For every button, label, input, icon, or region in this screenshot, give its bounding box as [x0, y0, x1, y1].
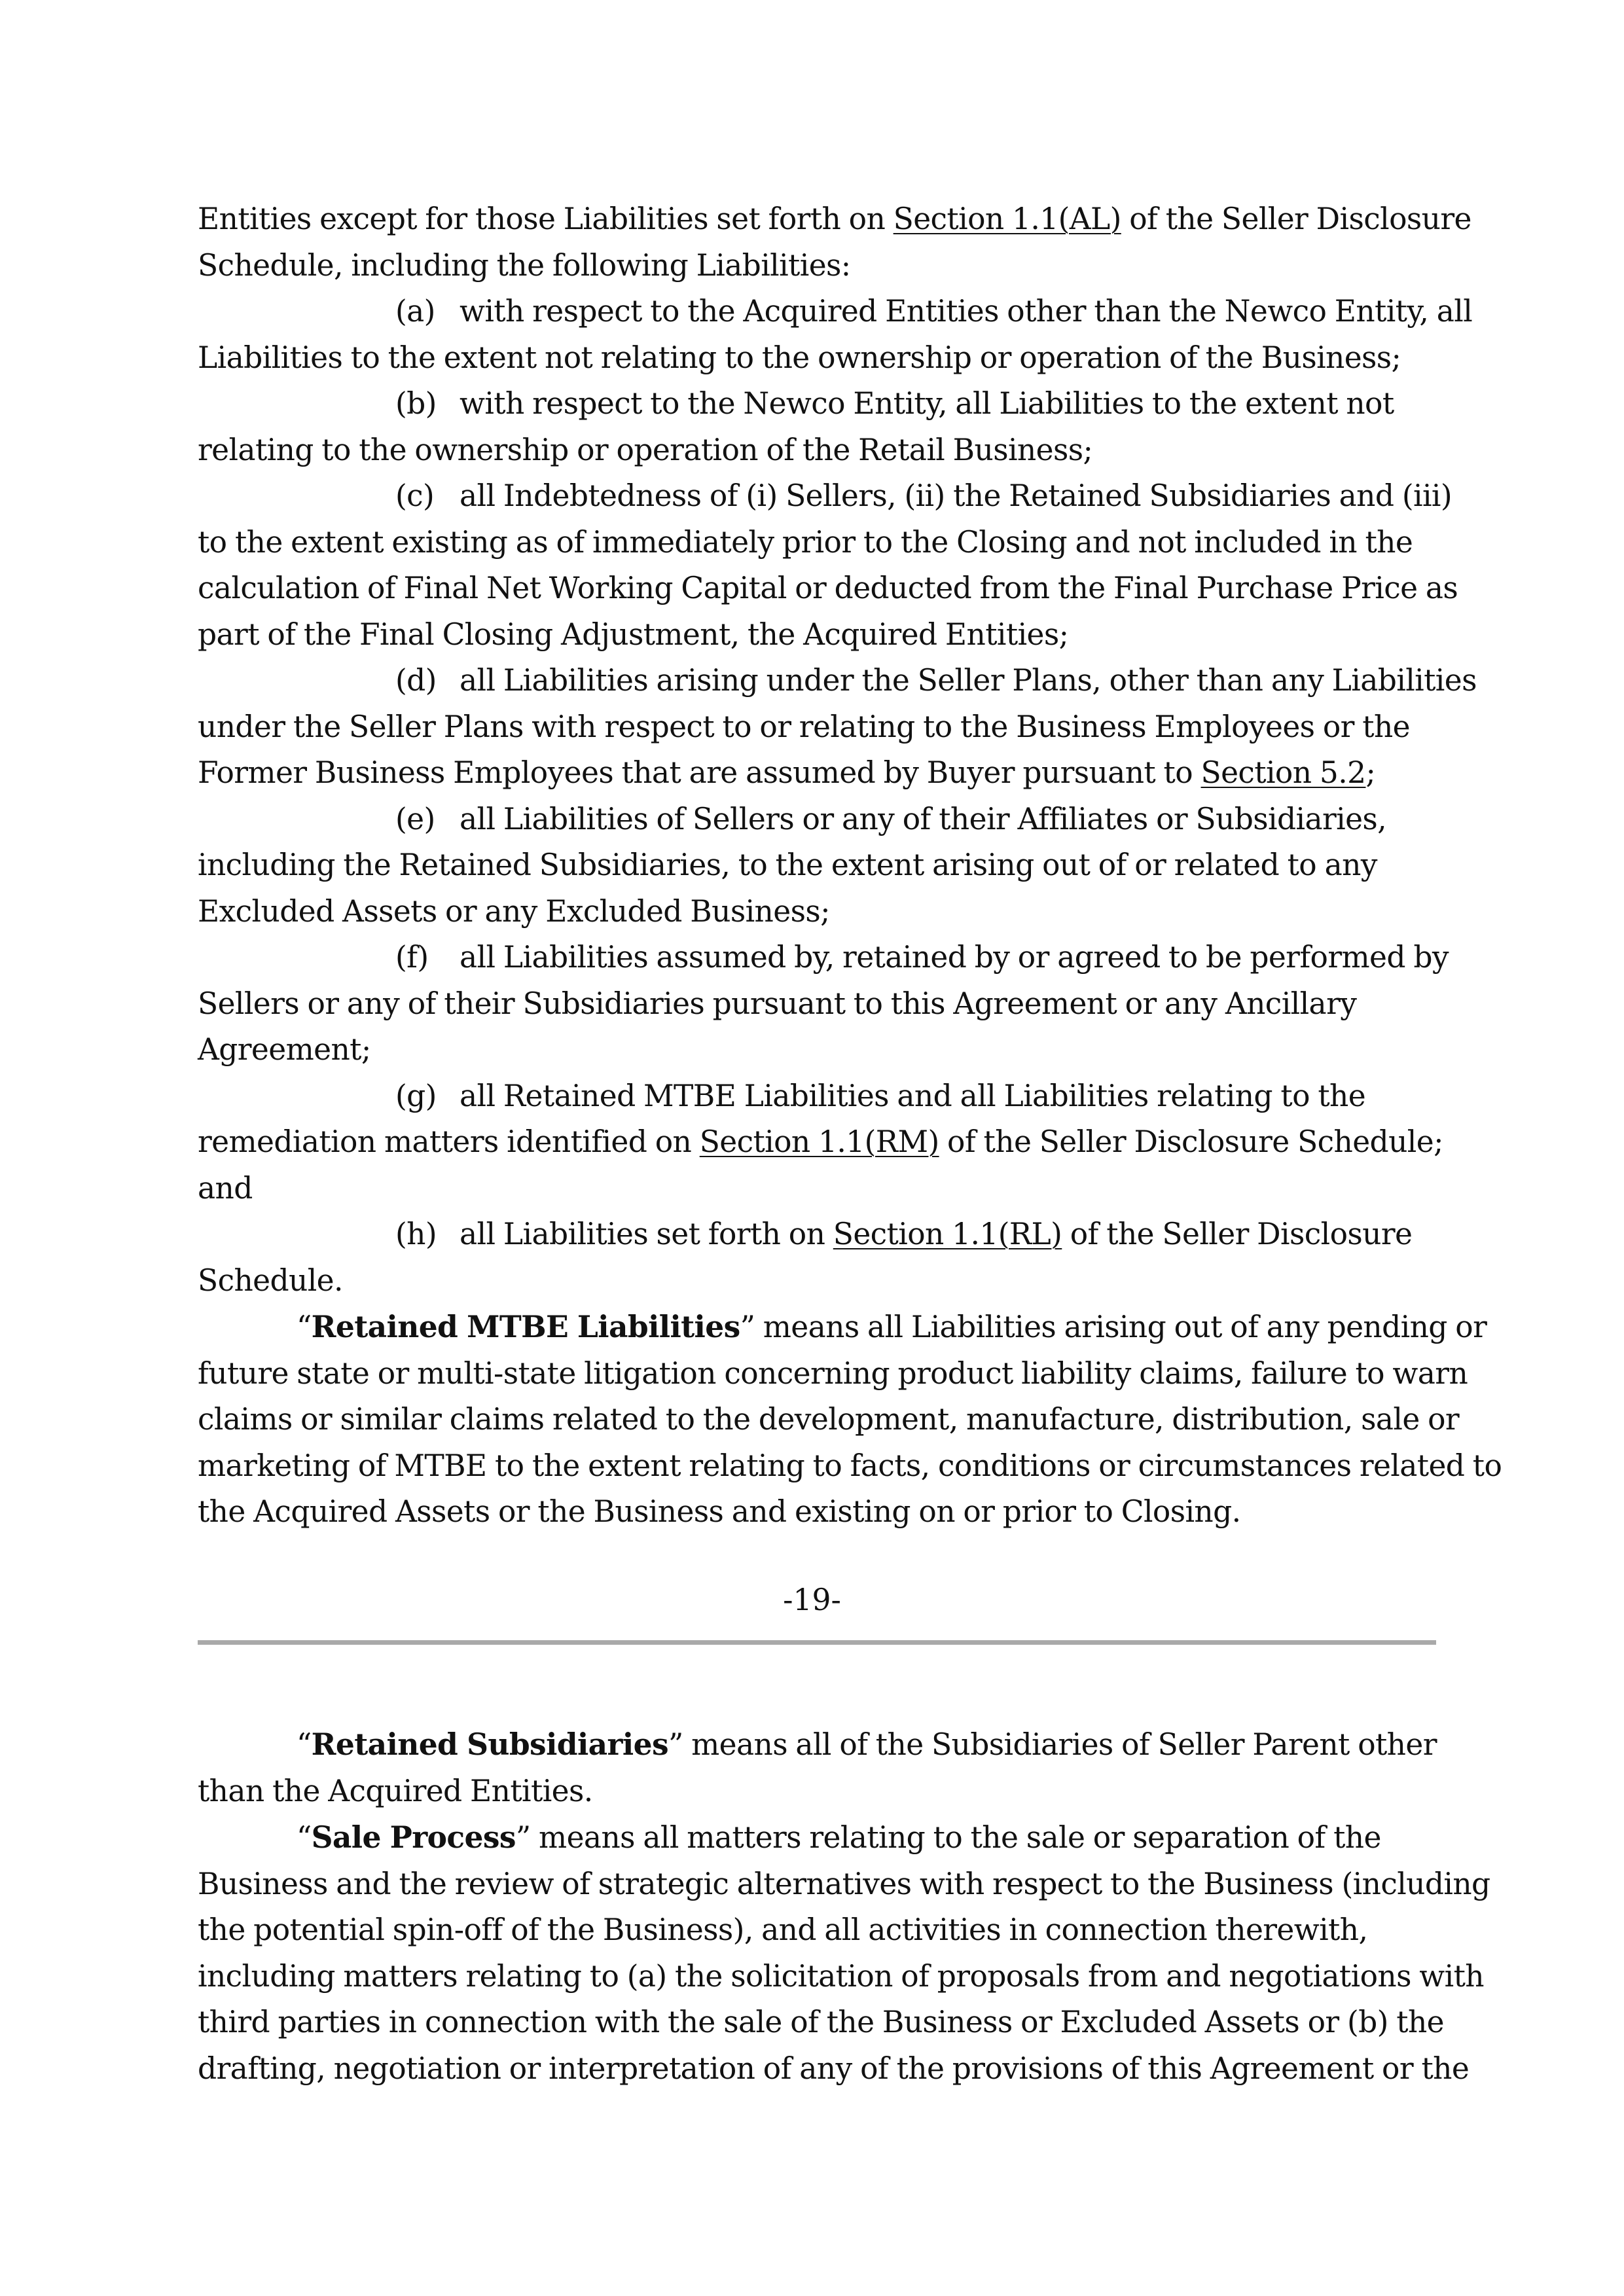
item-c-line-4: part of the Final Closing Adjustment, the Acquired Entities; — [198, 617, 1069, 652]
sale-process-line-3: the potential spin-off of the Business), and all activities in connection therewith, — [198, 1912, 1368, 1947]
item-e-line-2: including the Retained Subsidiaries, to the extent arising out of or related to any — [198, 848, 1377, 882]
page-20-text — [198, 1721, 1490, 2092]
item-d-label: (d) — [395, 663, 437, 698]
item-g-line-3: and — [198, 1170, 253, 1206]
page-break-divider — [198, 1640, 1436, 1645]
section-1-1-rm-reference[interactable]: Section 1.1(RM) — [699, 1124, 939, 1159]
item-b-label: (b) — [395, 386, 437, 421]
item-g-line-2: remediation matters identified on Section 1.1(RM) of the Seller Disclosure Schedule; — [198, 1124, 1443, 1159]
item-a-line-1: (a) with respect to the Acquired Entities other than the Newco Entity, all — [198, 289, 1441, 335]
sale-process-line-5: third parties in connection with the sale of the Business or Excluded Assets or (b) the — [198, 2005, 1444, 2039]
mtbe-line-3: claims or similar claims related to the development, manufacture, distribution, sale or — [198, 1402, 1460, 1437]
item-c-line-2: to the extent existing as of immediately prior to the Closing and not included in the — [198, 524, 1413, 560]
item-h-line-2: Schedule. — [198, 1263, 343, 1298]
definition-retained-subsidiaries: “Retained Subsidiaries” means all of the Subsidiaries of Seller Parent other — [297, 1727, 1437, 1762]
section-1-1-rl-reference[interactable]: Section 1.1(RL) — [833, 1217, 1062, 1251]
section-5-2-reference[interactable]: Section 5.2 — [1200, 755, 1366, 790]
page-19-text — [198, 196, 1502, 1535]
defined-term-retained-subsidiaries: Retained Subsidiaries — [311, 1727, 668, 1762]
item-h-line-1: (h) all Liabilities set forth on Section 1.1(RL) of the Seller Disclosure — [198, 1211, 1441, 1258]
intro-line-1: Entities except for those Liabilities set forth on Section 1.1(AL) of the Seller Disclosure — [198, 202, 1471, 236]
definition-retained-mtbe-liabilities: “Retained MTBE Liabilities” means all Liabilities arising out of any pending or — [297, 1309, 1487, 1344]
mtbe-line-5: the Acquired Assets or the Business and existing on or prior to Closing. — [198, 1494, 1241, 1529]
item-b-line-2: relating to the ownership or operation of the Retail Business; — [198, 432, 1093, 467]
item-f-line-1: (f) all Liabilities assumed by, retained by or agreed to be performed by — [198, 935, 1441, 981]
defined-term-retained-mtbe-liabilities: Retained MTBE Liabilities — [311, 1309, 740, 1344]
retained-subs-line-2: than the Acquired Entities. — [198, 1773, 593, 1808]
item-e-line-1: (e) all Liabilities of Sellers or any of their Affiliates or Subsidiaries, — [198, 797, 1441, 843]
item-c-label: (c) — [395, 478, 435, 513]
item-g-label: (g) — [395, 1078, 437, 1113]
item-a-label: (a) — [395, 294, 435, 329]
item-d-line-2: under the Seller Plans with respect to or relating to the Business Employees or the — [198, 709, 1410, 744]
intro-line-2: Schedule, including the following Liabilities: — [198, 247, 851, 283]
item-c-line-1: (c) all Indebtedness of (i) Sellers, (ii) the Retained Subsidiaries and (iii) — [198, 473, 1441, 520]
section-1-1-al-reference[interactable]: Section 1.1(AL) — [893, 202, 1121, 236]
item-h-label: (h) — [395, 1217, 437, 1251]
item-c-line-3: calculation of Final Net Working Capital or deducted from the Final Purchase Price as — [198, 571, 1458, 605]
mtbe-line-4: marketing of MTBE to the extent relating to facts, conditions or circumstances related to — [198, 1448, 1502, 1483]
item-d-line-3: Former Business Employees that are assumed by Buyer pursuant to Section 5.2; — [198, 755, 1376, 790]
item-g-line-1: (g) all Retained MTBE Liabilities and all Liabilities relating to the — [198, 1073, 1441, 1120]
page-number: -19- — [783, 1583, 841, 1617]
defined-term-sale-process: Sale Process — [311, 1820, 516, 1855]
sale-process-line-4: including matters relating to (a) the solicitation of proposals from and negotiations with — [198, 1958, 1484, 1994]
item-b-line-1: (b) with respect to the Newco Entity, all Liabilities to the extent not — [198, 381, 1441, 427]
mtbe-line-2: future state or multi-state litigation concerning product liability claims, failure to warn — [198, 1355, 1468, 1391]
item-d-line-1: (d) all Liabilities arising under the Seller Plans, other than any Liabilities — [198, 658, 1441, 704]
item-e-label: (e) — [395, 801, 435, 836]
item-e-line-3: Excluded Assets or any Excluded Business; — [198, 893, 830, 929]
sale-process-line-2: Business and the review of strategic alternatives with respect to the Business (including — [198, 1866, 1490, 1901]
item-f-line-3: Agreement; — [198, 1032, 371, 1067]
sale-process-line-6: drafting, negotiation or interpretation of any of the provisions of this Agreement or the — [198, 2051, 1470, 2086]
item-f-label: (f) — [395, 940, 429, 975]
item-a-line-2: Liabilities to the extent not relating to the ownership or operation of the Business; — [198, 340, 1401, 375]
item-f-line-2: Sellers or any of their Subsidiaries pursuant to this Agreement or any Ancillary — [198, 986, 1357, 1021]
definition-sale-process: “Sale Process” means all matters relating to the sale or separation of the — [297, 1820, 1381, 1855]
